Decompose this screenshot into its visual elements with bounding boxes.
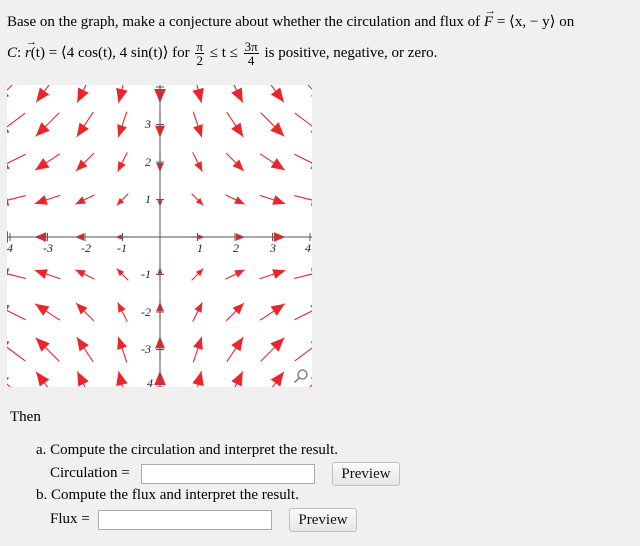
circulation-input[interactable] (141, 464, 315, 484)
field-definition: = ⟨x, − y⟩ on (496, 14, 575, 30)
x-tick-label: 2 (233, 241, 239, 255)
part-a-prompt: a. Compute the circulation and interpret the result. (36, 442, 338, 458)
x-tick-label: 4 (305, 241, 311, 255)
circulation-preview-button[interactable]: Preview (332, 462, 400, 486)
question-line-2: C: → r(t) = ⟨4 cos(t), 4 sin(t)⟩ for $\frac{\pi}{2}$ ≤ t ≤ $\frac{3\pi}{4}$ is positive, negative, or zero. (7, 35, 438, 68)
flux-preview-button[interactable]: Preview (289, 508, 357, 532)
y-tick-label: -1 (141, 267, 151, 281)
upper-bound-fraction: $\frac{3\pi}{4}$ (244, 39, 258, 68)
question-tail: is positive, negative, or zero. (264, 44, 438, 61)
y-tick-label: -2 (141, 305, 151, 319)
field-symbol: → F (483, 5, 496, 30)
y-tick-label: 3 (145, 117, 151, 131)
y-tick-label: 1 (145, 192, 151, 206)
y-tick-label: 2 (145, 155, 151, 169)
question-text: Base on the graph, make a conjecture about whether the circulation and flux of (7, 14, 484, 30)
x-tick-label: 3 (270, 241, 276, 255)
x-tick-label: 1 (197, 241, 203, 255)
curve-r-symbol: → r (24, 35, 37, 61)
y-tick-label: -3 (141, 342, 151, 356)
x-tick-label: -2 (81, 241, 91, 255)
inequality: ≤ t ≤ (209, 44, 238, 61)
y-tick-label: 4 (147, 376, 153, 387)
flux-input[interactable] (98, 510, 272, 530)
question-line-1 (7, 5, 575, 31)
lower-bound-fraction: $\frac{\pi}{2}$ (196, 39, 203, 68)
curve-symbol: C (7, 44, 18, 61)
magnifier-icon[interactable] (293, 368, 309, 384)
part-b-prompt: b. Compute the flux and interpret the result. (36, 487, 299, 503)
vector-field-graph (7, 85, 312, 387)
x-tick-label: 4 (7, 241, 13, 255)
curve-param: (t) = ⟨4 cos(t), 4 sin(t)⟩ for (30, 44, 190, 61)
circulation-label: Circulation = (50, 465, 130, 481)
then-label: Then (10, 409, 41, 425)
x-tick-label: -3 (43, 241, 53, 255)
flux-label: Flux = (50, 511, 90, 527)
x-tick-label: -1 (117, 241, 127, 255)
